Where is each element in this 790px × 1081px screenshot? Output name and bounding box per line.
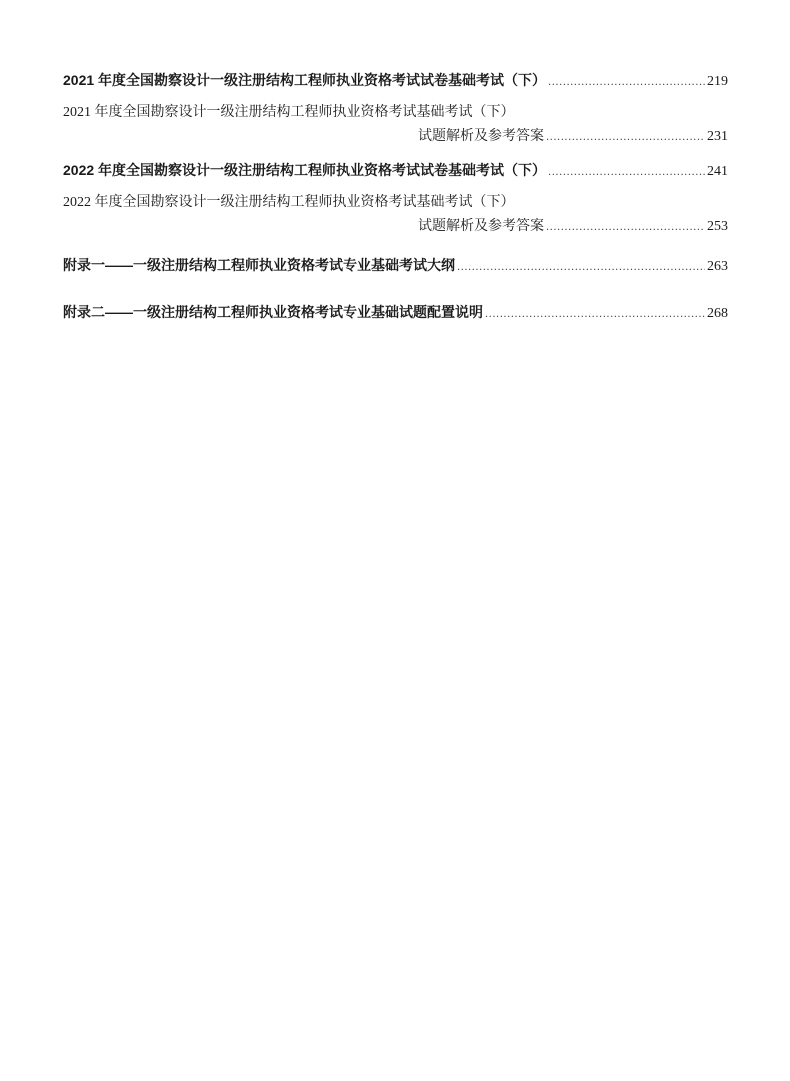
toc-entry-title: 2021 年度全国勘察设计一级注册结构工程师执业资格考试基础考试（下） — [63, 105, 515, 120]
dot-leader — [548, 71, 705, 95]
dot-leader — [485, 303, 705, 327]
toc-page-number: 263 — [707, 259, 728, 274]
table-of-contents — [63, 68, 728, 324]
toc-page-number: 231 — [707, 129, 728, 144]
toc-entry-title: 附录二——一级注册结构工程师执业资格考试专业基础试题配置说明 — [63, 304, 483, 320]
dot-leader — [546, 126, 705, 150]
dot-leader — [457, 256, 705, 280]
toc-entry-2022-answers[interactable] — [63, 191, 728, 239]
toc-entry-2021-answers[interactable] — [63, 101, 728, 149]
toc-entry-2022-exam[interactable] — [63, 158, 728, 182]
dot-leader — [546, 216, 705, 240]
toc-page-number: 268 — [707, 306, 728, 321]
dot-leader — [548, 161, 705, 185]
toc-entry-subtitle: 试题解析及参考答案 — [418, 129, 544, 144]
toc-entry-title: 2021 年度全国勘察设计一级注册结构工程师执业资格考试试卷基础考试（下） — [63, 72, 547, 88]
toc-page-number: 253 — [707, 219, 728, 234]
toc-entry-subtitle: 试题解析及参考答案 — [418, 219, 544, 234]
toc-page-number: 241 — [707, 164, 728, 179]
toc-entry-appendix-2[interactable] — [63, 300, 728, 324]
toc-page-number: 219 — [707, 74, 728, 89]
toc-entry-title: 2022 年度全国勘察设计一级注册结构工程师执业资格考试基础考试（下） — [63, 195, 515, 210]
toc-entry-title: 附录一——一级注册结构工程师执业资格考试专业基础考试大纲 — [63, 257, 455, 273]
toc-entry-title: 2022 年度全国勘察设计一级注册结构工程师执业资格考试试卷基础考试（下） — [63, 162, 547, 178]
toc-entry-2021-exam[interactable] — [63, 68, 728, 92]
toc-entry-appendix-1[interactable] — [63, 253, 728, 277]
